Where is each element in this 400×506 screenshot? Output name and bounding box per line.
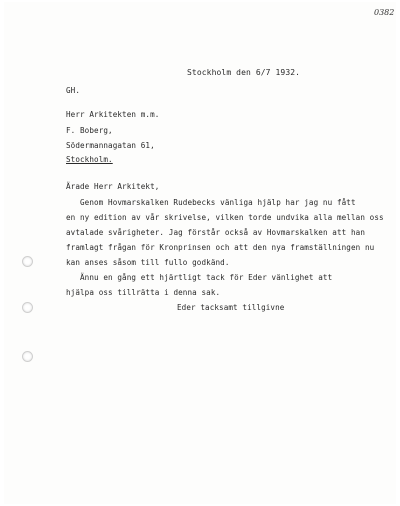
reference-initials: GH. <box>66 86 81 95</box>
body-line: avtalade svårigheter. Jag förstår också av Hovmarskalken att han <box>66 228 365 237</box>
letter-page <box>4 2 396 504</box>
recipient-line: Södermannagatan 61, <box>66 141 155 150</box>
punch-hole <box>22 351 33 362</box>
body-line: Genom Hovmarskalken Rudebecks vänliga hjälp har jag nu fått <box>80 198 356 207</box>
recipient-line: Herr Arkitekten m.m. <box>66 110 160 119</box>
closing: Eder tacksamt tillgivne <box>177 303 285 312</box>
recipient-city: Stockholm. <box>66 155 113 164</box>
body-line: kan anses såsom till fullo godkänd. <box>66 258 230 267</box>
salutation: Ärade Herr Arkitekt, <box>66 182 160 191</box>
archive-number: 0382 <box>374 8 395 17</box>
body-line: Ännu en gång ett hjärtligt tack för Eder vänlighet att <box>80 273 333 282</box>
body-line: hjälpa oss tillrätta i denna sak. <box>66 288 221 297</box>
body-line: en ny edition av vår skrivelse, vilken torde undvika alla mellan oss <box>66 213 384 222</box>
recipient-line: F. Boberg, <box>66 126 113 135</box>
date-line: Stockholm den 6/7 1932. <box>187 68 301 77</box>
punch-hole <box>22 256 33 267</box>
punch-hole <box>22 302 33 313</box>
body-line: framlagt frågan för Kronprinsen och att den nya framställningen nu <box>66 243 375 252</box>
